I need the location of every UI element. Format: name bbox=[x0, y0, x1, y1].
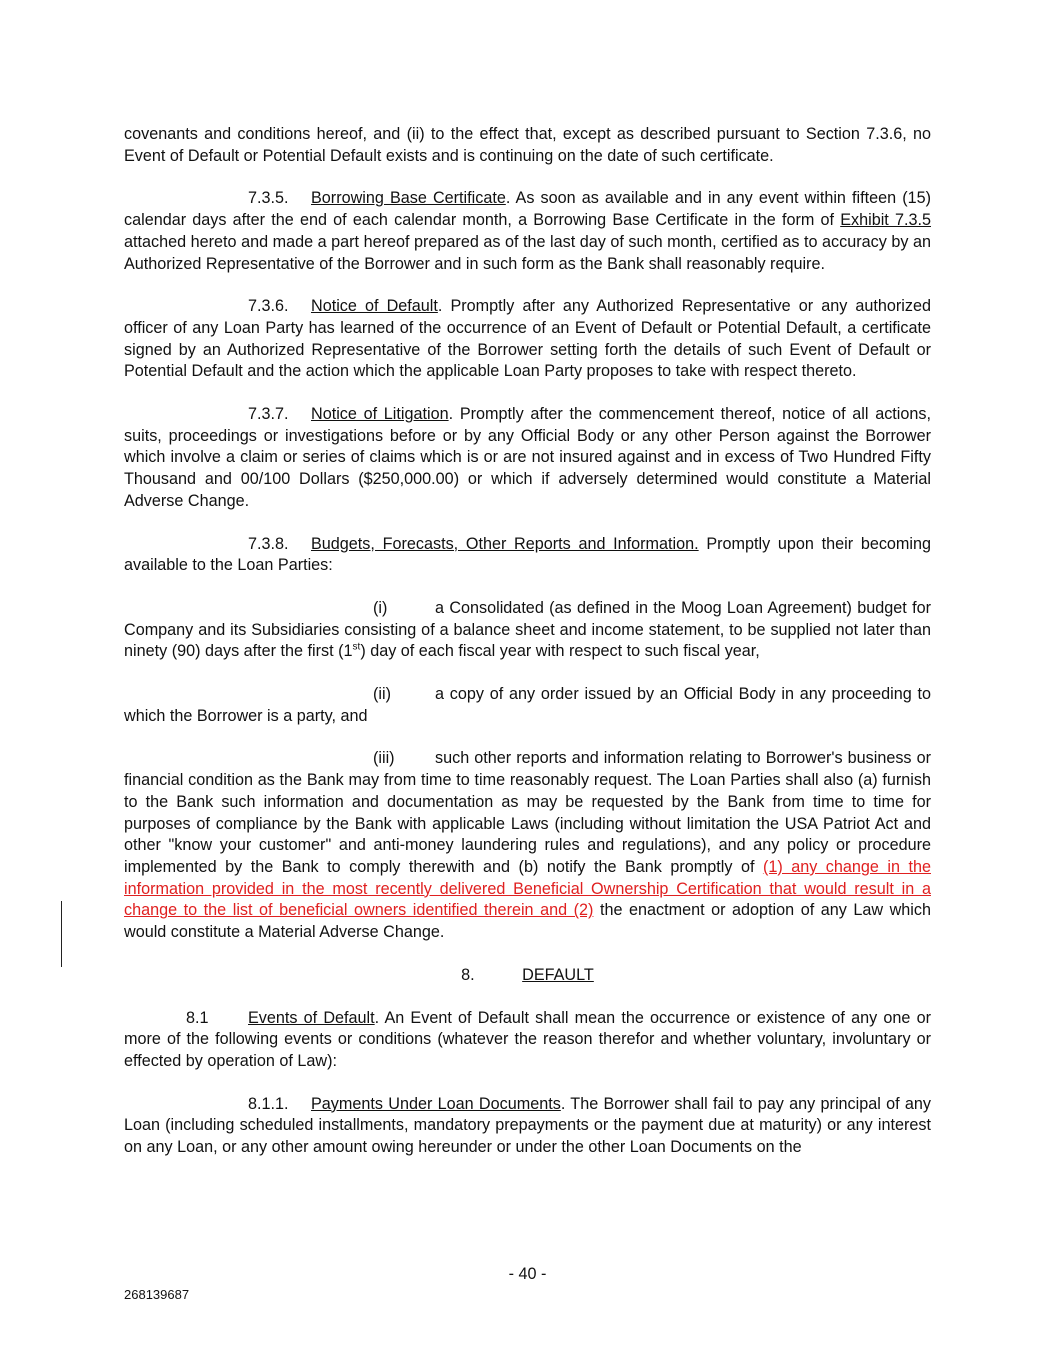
section-number: 7.3.7. bbox=[248, 405, 289, 424]
section-text: . An Event of Default shall mean the occurrence or existence of any one or more of the following events or conditions (whatever the reason therefor and whether voluntary, involuntary or effected by operation of Law): bbox=[124, 1008, 931, 1070]
section-title: Budgets, Forecasts, Other Reports and Information. bbox=[311, 534, 699, 553]
item-text: ) day of each fiscal year with respect to such fiscal year, bbox=[360, 642, 760, 661]
revision-change-bar bbox=[61, 901, 62, 967]
section-text: attached hereto and made a part hereof prepared as of the last day of such month, certified as to accuracy by an Authorized Representative of the Borrower and in such form as the Bank shall reasonably require. bbox=[124, 232, 931, 273]
item-text: a Consolidated (as defined in the Moog Loan Agreement) budget for Company and its Subsidiaries consisting of a balance sheet and income statement, to be supplied not later than ninety (90) days after the first (1 bbox=[124, 598, 931, 661]
section-text: . Promptly after the commencement thereof, notice of all actions, suits, proceedings or investigations before or by any Official Body or any other Person against the Borrower which involve a claim or series of claims which is or are not insured against and in excess of Two Hundred Fifty Thousand and 00/100 Dollars ($250,000.00) or which if adversely determined would constitute a Material Adverse Change. bbox=[124, 405, 931, 510]
item-number: (i) bbox=[373, 598, 388, 617]
section-number: 8.1 bbox=[186, 1008, 209, 1027]
inserted-revision-text: (1) any change in the information provided in the most recently delivered Beneficial Ownership Certification that would result in a change to the list of beneficial owners identified therein and (2) bbox=[124, 857, 931, 920]
section-7-3-6 bbox=[124, 296, 931, 383]
section-title: Notice of Litigation bbox=[311, 405, 449, 424]
item-i bbox=[124, 598, 931, 663]
intro-text: covenants and conditions hereof, and (ii) to the effect that, except as described pursuant to Section 7.3.6, no Event of Default or Potential Default exists and is continuing on the date of such certificate. bbox=[124, 125, 931, 165]
section-7-3-7 bbox=[124, 404, 931, 513]
section-title: Payments Under Loan Documents bbox=[311, 1094, 561, 1113]
superscript: st bbox=[352, 641, 361, 653]
section-text: . The Borrower shall fail to pay any principal of any Loan (including scheduled installments, mandatory prepayments or the payment due at maturity) or any interest on any Loan, or any other amount owing hereunder or under the other Loan Documents on the bbox=[124, 1094, 932, 1157]
item-ii bbox=[124, 684, 931, 727]
section-8-1 bbox=[124, 1008, 931, 1073]
section-8-heading bbox=[124, 965, 931, 987]
item-text: the enactment or adoption of any Law which would constitute a Material Adverse Change. bbox=[124, 901, 931, 942]
item-text: a copy of any order issued by an Official Body in any proceeding to which the Borrower is a party, and bbox=[124, 685, 931, 725]
item-number: (iii) bbox=[373, 749, 395, 768]
page-number: - 40 - bbox=[508, 1265, 547, 1283]
section-7-3-8 bbox=[124, 534, 931, 577]
section-text: . Promptly after any Authorized Representative or any authorized officer of any Loan Party has learned of the occurrence of an Event of Default or Potential Default, a certificate signed by an Authorized Representative of the Borrower setting forth the details of such Event of Default or Potential Default and the action which the applicable Loan Party proposes to take with respect thereto. bbox=[124, 297, 931, 381]
section-title: Borrowing Base Certificate bbox=[311, 189, 506, 208]
intro-paragraph bbox=[124, 124, 931, 167]
section-7-3-5 bbox=[124, 188, 931, 275]
section-text: . As soon as available and in any event within fifteen (15) calendar days after the end of each calendar month, a Borrowing Base Certificate in the form of bbox=[124, 189, 931, 230]
section-8-1-1 bbox=[124, 1094, 931, 1159]
document-id: 268139687 bbox=[124, 1287, 190, 1302]
section-title: Events of Default bbox=[248, 1008, 375, 1027]
item-iii bbox=[124, 748, 931, 943]
document-page bbox=[124, 124, 931, 1180]
section-number: 8.1.1. bbox=[248, 1094, 289, 1113]
section-number: 7.3.8. bbox=[248, 534, 289, 553]
exhibit-reference: Exhibit 7.3.5 bbox=[840, 211, 931, 230]
heading-number: 8. bbox=[461, 965, 475, 984]
heading-title: DEFAULT bbox=[522, 965, 594, 984]
section-number: 7.3.6. bbox=[248, 297, 289, 316]
item-text: such other reports and information relating to Borrower's business or financial condition as the Bank may from time to time reasonably request. The Loan Parties shall also (a) furnish to the Bank such information and documentation as may be requested by the Bank from time to time for purposes of compliance by the Bank with applicable Laws (including without limitation the USA Patriot Act and other "know your customer" and anti-money laundering rules and regulations), and any policy or procedure implemented by the Bank to comply therewith and (b) notify the Bank promptly of bbox=[124, 749, 931, 876]
section-number: 7.3.5. bbox=[248, 189, 289, 208]
section-text: Promptly upon their becoming available to the Loan Parties: bbox=[124, 534, 932, 575]
item-number: (ii) bbox=[373, 685, 391, 704]
section-title: Notice of Default bbox=[311, 297, 438, 316]
